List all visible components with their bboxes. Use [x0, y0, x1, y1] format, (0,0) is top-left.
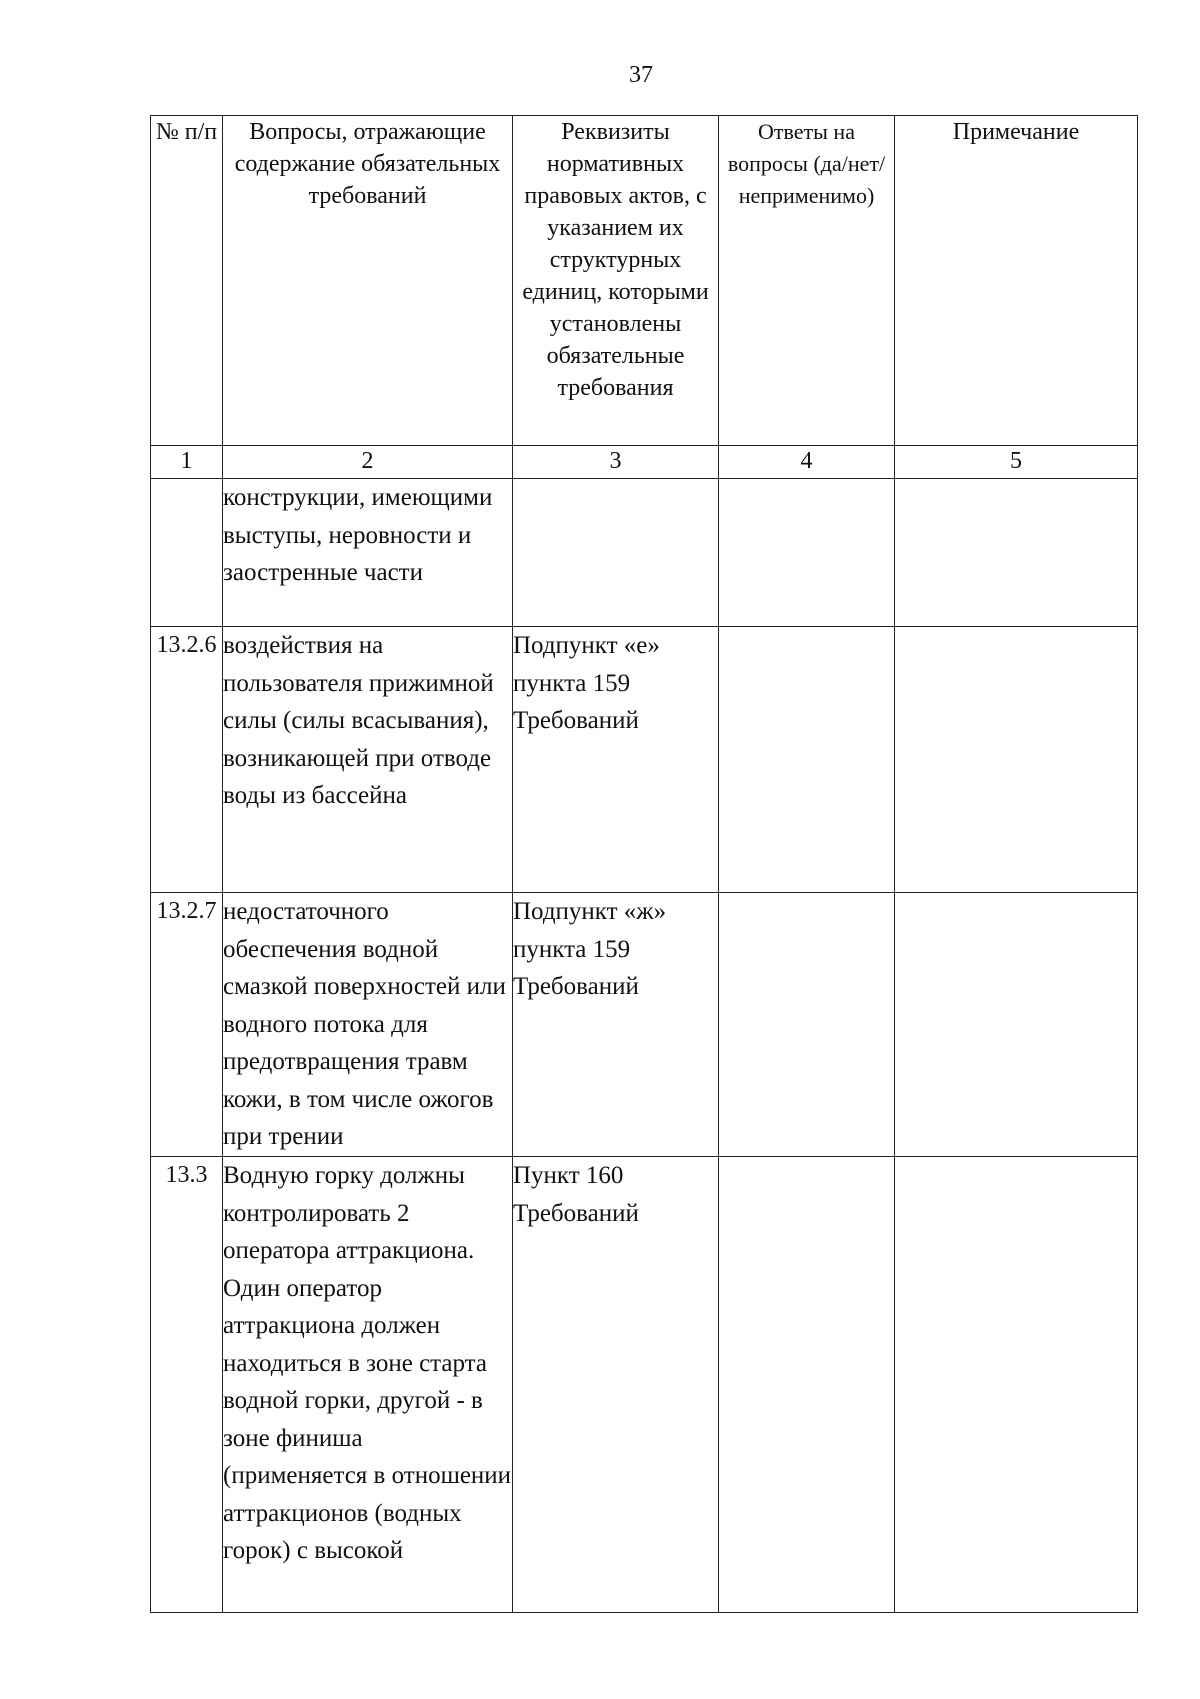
- item-number: 13.3: [151, 1157, 223, 1613]
- legal-reference: Подпункт «ж» пункта 159 Требований: [513, 893, 719, 1157]
- note-cell: [895, 893, 1138, 1157]
- column-number: 3: [513, 446, 719, 479]
- note-cell: [895, 1157, 1138, 1613]
- header-legal-references: Реквизиты нормативных правовых актов, с указанием их структурных единиц, которыми установлены обязательные требования: [513, 116, 719, 446]
- item-number: 13.2.6: [151, 627, 223, 893]
- column-number: 2: [223, 446, 513, 479]
- table-row: [151, 893, 1138, 1157]
- note-cell: [895, 479, 1138, 627]
- column-number: 4: [719, 446, 895, 479]
- header-questions: Вопросы, отражающие содержание обязательных требований: [223, 116, 513, 446]
- table-row: [151, 627, 1138, 893]
- column-number: 1: [151, 446, 223, 479]
- answer-cell: [719, 893, 895, 1157]
- page-number: 37: [629, 62, 653, 88]
- table-row: [151, 479, 1138, 627]
- column-number-row: [151, 446, 1138, 479]
- item-number: [151, 479, 223, 627]
- legal-reference: Пункт 160 Требований: [513, 1157, 719, 1613]
- legal-reference: [513, 479, 719, 627]
- question-text: воздействия на пользователя прижимной силы (силы всасывания), возникающей при отводе воды из бассейна: [223, 627, 513, 893]
- requirements-table: [150, 115, 1138, 1613]
- answer-cell: [719, 479, 895, 627]
- column-number: 5: [895, 446, 1138, 479]
- table-header-row: [151, 116, 1138, 446]
- header-answers: Ответы на вопросы (да/нет/ неприменимо): [719, 116, 895, 446]
- legal-reference: Подпункт «е» пункта 159 Требований: [513, 627, 719, 893]
- table-row: [151, 1157, 1138, 1613]
- question-text: недостаточного обеспечения водной смазкой поверхностей или водного потока для предотвращения травм кожи, в том числе ожогов при трении: [223, 893, 513, 1157]
- item-number: 13.2.7: [151, 893, 223, 1157]
- answer-cell: [719, 1157, 895, 1613]
- question-text: конструкции, имеющими выступы, неровности и заостренные части: [223, 479, 513, 627]
- header-item-number: № п/п: [151, 116, 223, 446]
- answer-cell: [719, 627, 895, 893]
- note-cell: [895, 627, 1138, 893]
- question-text: Водную горку должны контролировать 2 оператора аттракциона. Один оператор аттракциона должен находиться в зоне старта водной горки, другой - в зоне финиша (применяется в отношении аттракционов (водных горок) с высокой: [223, 1157, 513, 1613]
- header-notes: Примечание: [895, 116, 1138, 446]
